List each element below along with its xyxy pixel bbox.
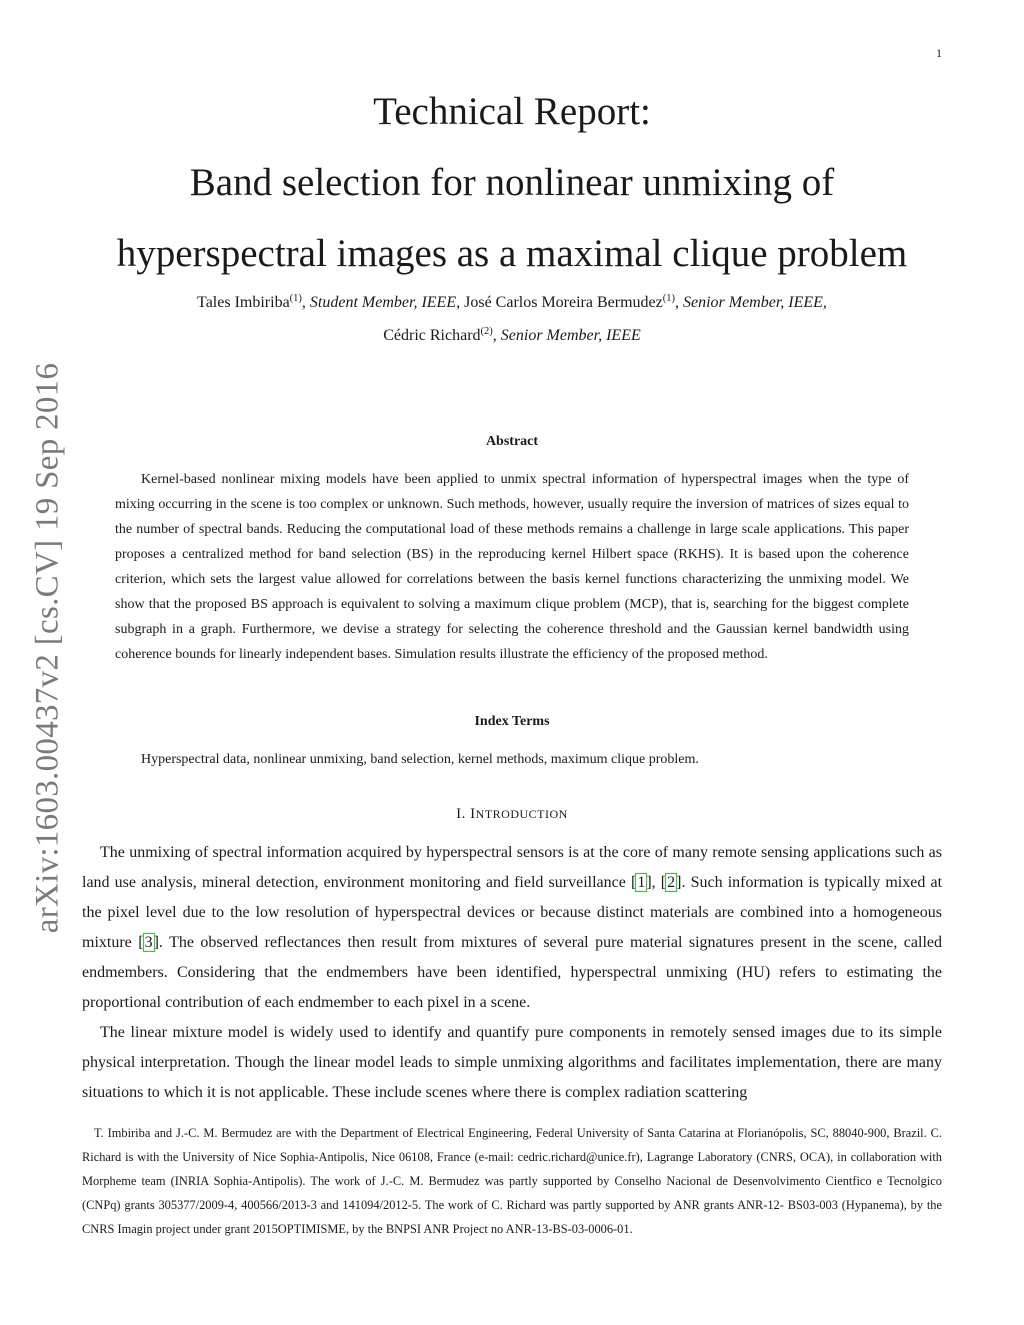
introduction-body (82, 838, 942, 1108)
section-title (470, 806, 568, 822)
affiliation-mark: (1) (289, 293, 302, 304)
title-line-3: hyperspectral images as a maximal clique problem (116, 232, 908, 275)
intro-text: , (651, 874, 661, 891)
author-name: José Carlos Moreira Bermudez (464, 294, 663, 311)
section-heading-introduction (0, 806, 1024, 823)
citation-link[interactable]: 3 (144, 934, 153, 951)
author-line-2: Cédric Richard$^{(2)}$, Senior Member, IEEE (383, 326, 641, 344)
intro-text: . Such information is typically mixed at the pixel level due to the low resolution of hyperspectral devices or because distinct materials are combined into a homogeneous mixture (82, 874, 943, 951)
arxiv-side-stamp: arXiv:1603.00437v2 [cs.CV] 19 Sep 2016 (29, 362, 66, 934)
section-title-rest: NTRODUCTION (475, 807, 568, 821)
abstract-heading: Abstract (485, 434, 539, 449)
author-list (80, 286, 944, 352)
paper-title (60, 76, 964, 289)
index-terms-heading: Index Terms (474, 714, 550, 729)
section-title-initial: I (470, 806, 476, 822)
author-role: Senior Member, IEEE, (682, 294, 827, 311)
author-line-1: Tales Imbiriba$^{(1)}$, Student Member, IEEE, José Carlos Moreira Bermudez$^{(1)}$, Senior Member, IEEE, (197, 293, 827, 311)
author-footnote: T. Imbiriba and J.-C. M. Bermudez are with the Department of Electrical Engineering, Federal University of Santa Catarina at Florianópolis, SC, 88040-900, Brazil. C. Richard is with the University of Nice Sophia-Antipolis, Nice 06108, France (e-mail: cedric.richard@unice.fr), Lagrange Laboratory (CNRS, OCA), in collaboration with Morpheme team (INRIA Sophia-Antipolis). The work of J.-C. M. Bermudez was partly supported by Conselho Nacional de Desenvolvimento Cientfico e Tecnolgico (CNPq) grants 305377/2009-4, 400566/2013-3 and 141094/2012-5. The work of C. Richard was partly supported by ANR grants ANR-12- BS03-003 (Hypanema), by the CNRS Imagin project under grant 2015OPTIMISME, by the BNPSI ANR Project no ANR-13-BS-03-0006-01. (82, 1126, 942, 1236)
section-numeral: I. (456, 806, 466, 822)
intro-paragraph-2: The linear mixture model is widely used to identify and quantify pure components in remotely sensed images due to its simple physical interpretation. Though the linear model leads to simple unmixing algorithms and facilitates implementation, there are many situations to which it is not applicable. These include scenes where there is complex radiation scattering (82, 1024, 942, 1101)
author-role: Student Member, IEEE (309, 294, 457, 311)
author-name: Tales Imbiriba (197, 294, 290, 311)
intro-paragraph-1: The unmixing of spectral information acquired by hyperspectral sensors is at the core of many remote sensing applications such as land use analysis, mineral detection, environment monitoring and field surveillance [1], [2]. Such information is typically mixed at the pixel level due to the low resolution of hyperspectral devices or because distinct materials are combined into a homogeneous mixture [3]. The observed reflectances then result from mixtures of several pure material signatures present in the scene, called endmembers. Considering that the endmembers have been identified, hyperspectral unmixing (HU) refers to estimating the proportional contribution of each endmember to each pixel in a scene. (82, 844, 943, 1011)
citation-link[interactable]: 2 (667, 874, 676, 891)
affiliation-mark: (1) (662, 293, 675, 304)
index-terms-text: Hyperspectral data, nonlinear unmixing, band selection, kernel methods, maximum clique problem. (141, 752, 699, 767)
title-line-2: Band selection for nonlinear unmixing of (189, 161, 835, 204)
intro-text: . The observed reflectances then result from mixtures of several pure material signatures present in the scene, called endmembers. Considering that the endmembers have been identified, hyperspectral unmixing (HU) refers to estimating the proportional contribution of each endmember to each pixel in a scene. (82, 934, 943, 1011)
citation-link[interactable]: 1 (637, 874, 646, 891)
abstract-text: Kernel-based nonlinear mixing models have been applied to unmix spectral information of hyperspectral images when the type of mixing occurring in the scene is too complex or unknown. Such methods, however, usually require the inversion of matrices of sizes equal to the number of spectral bands. Reducing the computational load of these methods remains a challenge in large scale applications. This paper proposes a centralized method for band selection (BS) in the reproducing kernel Hilbert space (RKHS). It is based upon the coherence criterion, which sets the largest value allowed for correlations between the basis kernel functions characterizing the unmixing model. We show that the proposed BS approach is equivalent to solving a maximum clique problem (MCP), that is, searching for the biggest complete subgraph in a graph. Furthermore, we devise a strategy for selecting the coherence threshold and the Gaussian kernel bandwidth using coherence bounds for linearly independent bases. Simulation results illustrate the efficiency of the proposed method. (115, 472, 909, 662)
page-number: 1 (936, 46, 942, 60)
author-role: Senior Member, IEEE (500, 327, 641, 344)
title-line-1: Technical Report: (373, 90, 651, 133)
affiliation-mark: (2) (480, 326, 493, 337)
intro-text: The unmixing of spectral information acquired by hyperspectral sensors is at the core of many remote sensing applications such as land use analysis, mineral detection, environment monitoring and field surveillance (82, 844, 942, 891)
author-name: Cédric Richard (383, 327, 481, 344)
